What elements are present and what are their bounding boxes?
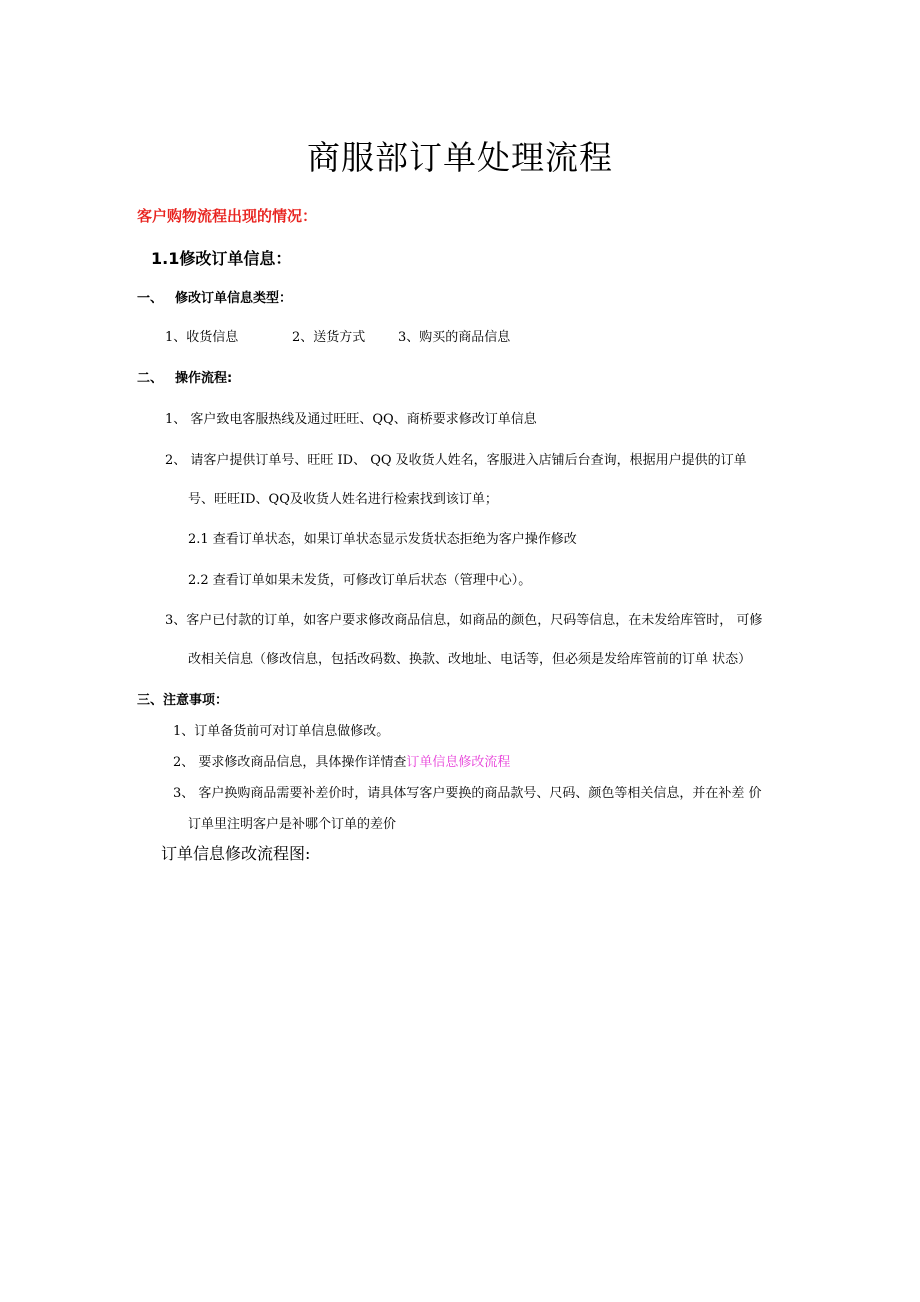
part2-heading: 操作流程:: [175, 371, 233, 386]
part2-step-2-2: 2.2 查看订单如果未发货，可修改订单后状态（管理中心）。: [188, 573, 532, 588]
part3-note-3-line-1: 3、 客户换购商品需要补差价时，请具体写客户要换的商品款号、尺码、颜色等相关信息，并在补差 价: [173, 786, 762, 801]
part2-step-3-line-1: 3、客户已付款的订单，如客户要求修改商品信息，如商品的颜色，尺码等信息，在未发给库管时， 可修: [165, 613, 763, 628]
flowchart-caption: 订单信息修改流程图:: [161, 844, 311, 863]
section-1-1-heading: 1.1修改订单信息：: [151, 249, 292, 268]
part2-step-1: 1、 客户致电客服热线及通过旺旺、QQ、商桥要求修改订单信息: [165, 412, 537, 427]
part2-step-2-line-1: 2、 请客户提供订单号、旺旺 ID、 QQ 及收货人姓名，客服进入店铺后台查询，根据用户提供的订单: [165, 453, 747, 468]
part3-note-2-text: 2、 要求修改商品信息，具体操作详情查: [173, 755, 407, 770]
order-modify-flow-link[interactable]: 订单信息修改流程: [406, 755, 511, 770]
part2-number: 二、: [137, 371, 164, 386]
part3-note-1: 1、订单备货前可对订单信息做修改。: [173, 724, 390, 739]
part1-number: 一、: [137, 291, 164, 306]
part1-item-2: 2、送货方式: [292, 330, 366, 345]
part3-heading: 三、注意事项：: [137, 693, 229, 708]
subtitle: 客户购物流程出现的情况：: [137, 207, 318, 225]
document-title: 商服部订单处理流程: [307, 138, 613, 177]
part2-step-2-line-2: 号、旺旺ID、QQ及收货人姓名进行检索找到该订单；: [188, 492, 498, 507]
part1-item-1: 1、收货信息: [165, 330, 239, 345]
part3-note-2: [173, 751, 510, 770]
part2-step-3-line-2: 改相关信息（修改信息，包括改码数、换款、改地址、电话等，但必须是发给库管前的订单 状态）: [188, 652, 752, 667]
part1-heading: 修改订单信息类型：: [175, 291, 293, 306]
part2-step-2-1: 2.1 查看订单状态，如果订单状态显示发货状态拒绝为客户操作修改: [188, 532, 577, 547]
part1-item-3: 3、购买的商品信息: [398, 330, 511, 345]
part3-note-3-line-2: 订单里注明客户是补哪个订单的差价: [188, 817, 397, 832]
